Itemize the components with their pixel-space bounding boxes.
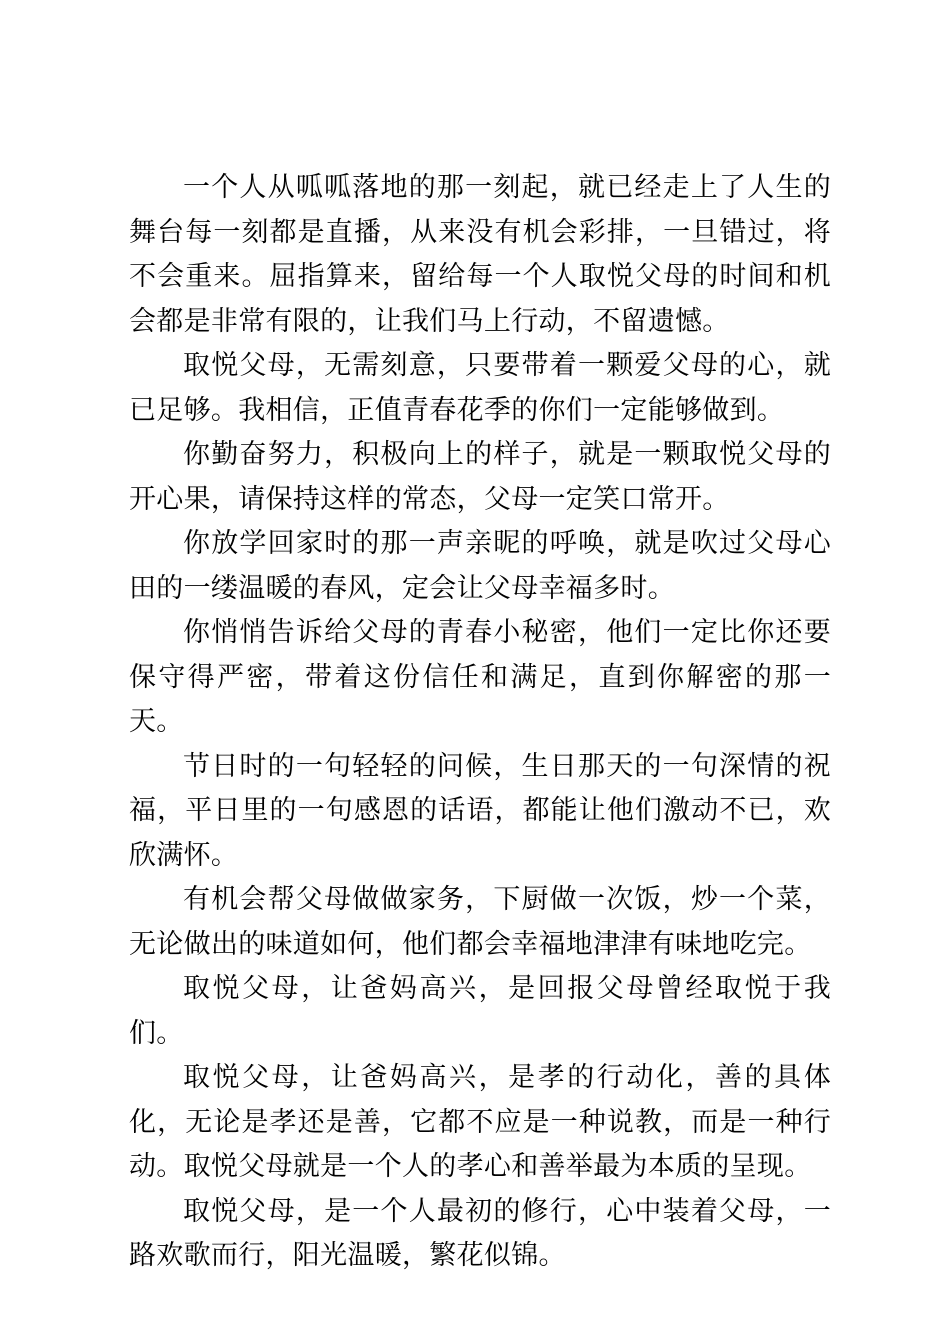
paragraph-6: 节日时的一句轻轻的问候，生日那天的一句深情的祝福，平日里的一句感恩的话语，都能让他们激动不已，欢欣满怀。: [129, 750, 831, 871]
paragraph-10: 取悦父母，是一个人最初的修行，心中装着父母，一路欢歌而行，阳光温暖，繁花似锦。: [129, 1195, 831, 1271]
paragraph-8: 取悦父母，让爸妈高兴，是回报父母曾经取悦于我们。: [129, 973, 831, 1049]
paragraph-5: 你悄悄告诉给父母的青春小秘密，他们一定比你还要保守得严密，带着这份信任和满足，直到你解密的那一天。: [129, 617, 831, 737]
article-body: [129, 166, 831, 1279]
paragraph-7: 有机会帮父母做做家务，下厨做一次饭，炒一个菜，无论做出的味道如何，他们都会幸福地津津有味地吃完。: [129, 884, 831, 960]
paragraph-1: 一个人从呱呱落地的那一刻起，就已经走上了人生的舞台每一刻都是直播，从来没有机会彩排，一旦错过，将不会重来。屈指算来，留给每一个人取悦父母的时间和机会都是非常有限的，让我们马上行动，不留遗憾。: [129, 172, 831, 337]
paragraph-3: 你勤奋努力，积极向上的样子，就是一颗取悦父母的开心果，请保持这样的常态，父母一定笑口常开。: [129, 439, 831, 515]
paragraph-2: 取悦父母，无需刻意，只要带着一颗爱父母的心，就已足够。我相信，正值青春花季的你们一定能够做到。: [129, 350, 831, 426]
paragraph-4: 你放学回家时的那一声亲昵的呼唤，就是吹过父母心田的一缕温暖的春风，定会让父母幸福多时。: [129, 528, 831, 604]
paragraph-9: 取悦父母，让爸妈高兴，是孝的行动化，善的具体化，无论是孝还是善，它都不应是一种说教，而是一种行动。取悦父母就是一个人的孝心和善举最为本质的呈现。: [129, 1062, 831, 1182]
